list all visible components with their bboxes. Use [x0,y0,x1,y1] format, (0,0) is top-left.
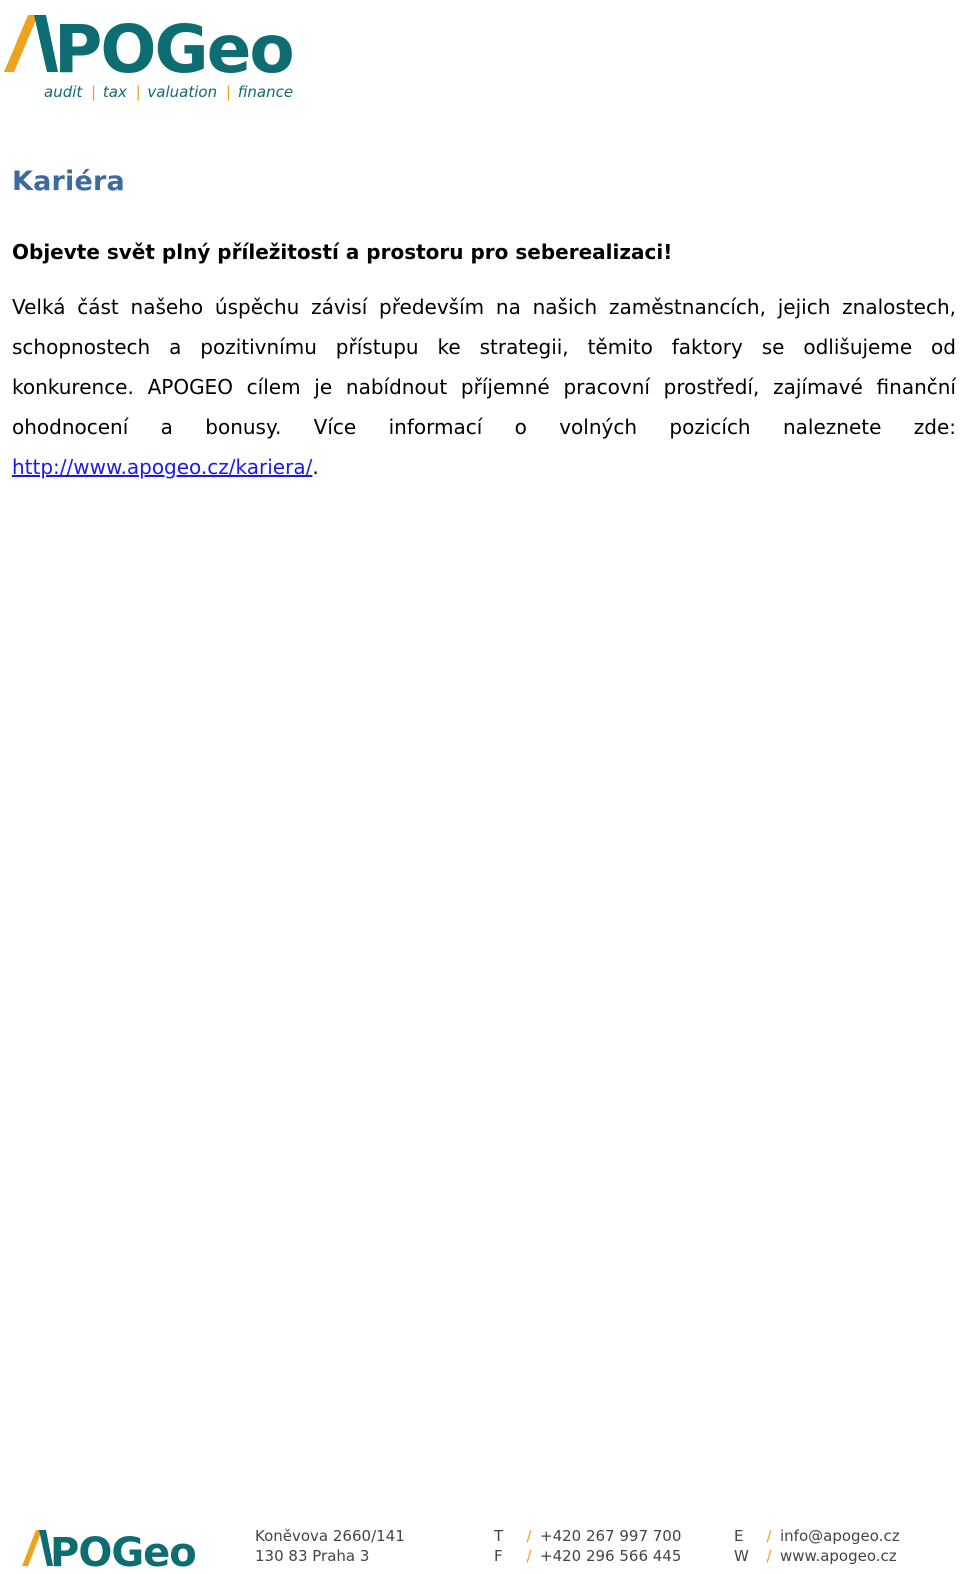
tagline-valuation: valuation [147,83,218,101]
phone-label: T [494,1527,504,1545]
page-title: Kariéra [12,166,125,197]
footer-contacts [734,1526,900,1566]
logo-wordmark: POGeo [54,11,293,88]
fax-label: F [494,1547,503,1565]
phone-separator: / [526,1527,532,1545]
email-label: E [734,1527,744,1545]
phone-number: +420 267 997 700 [540,1527,682,1545]
tagline-audit: audit [44,83,83,101]
footer-address [255,1526,405,1566]
email-address: info@apogeo.cz [780,1527,900,1545]
fax-separator: / [526,1547,532,1565]
web-address: www.apogeo.cz [780,1547,897,1565]
tagline-finance: finance [237,83,294,101]
logo-tagline: audit | tax | valuation | finance [44,83,294,101]
career-link[interactable]: http://www.apogeo.cz/kariera/ [12,455,313,479]
footer-apogeo-logo [20,1526,196,1570]
footer-logo-a-left-stroke [22,1530,42,1566]
apogeo-logo [2,10,322,102]
lead-text: Objevte svět plný příležitostí a prostoru pro seberealizaci! [12,240,673,264]
logo-a-left-stroke [4,15,38,72]
body-paragraph [12,287,956,487]
web-separator: / [766,1547,772,1565]
fax-number: +420 296 566 445 [540,1547,682,1565]
paragraph-trailing: . [312,455,319,479]
address-city: 130 83 Praha 3 [255,1547,370,1565]
footer-logo-wordmark: POGeo [50,1530,196,1570]
web-label: W [734,1547,749,1565]
paragraph-text: Velká část našeho úspěchu závisí především na našich zaměstnancích, jejich znalostech, schopnostech a pozitivnímu přístupu ke strategii, těmito faktory se odlišujeme od konkurence. APOGEO cílem je nabídnout příjemné pracovní prostředí, zajímavé finanční ohodnocení a bonusy. Více informací o volných pozicích naleznete zde: [12,295,956,439]
page-footer [0,1520,960,1574]
tagline-tax: tax [102,83,127,101]
email-separator: / [766,1527,772,1545]
address-street: Koněvova 2660/141 [255,1527,405,1545]
footer-phones [494,1526,681,1566]
